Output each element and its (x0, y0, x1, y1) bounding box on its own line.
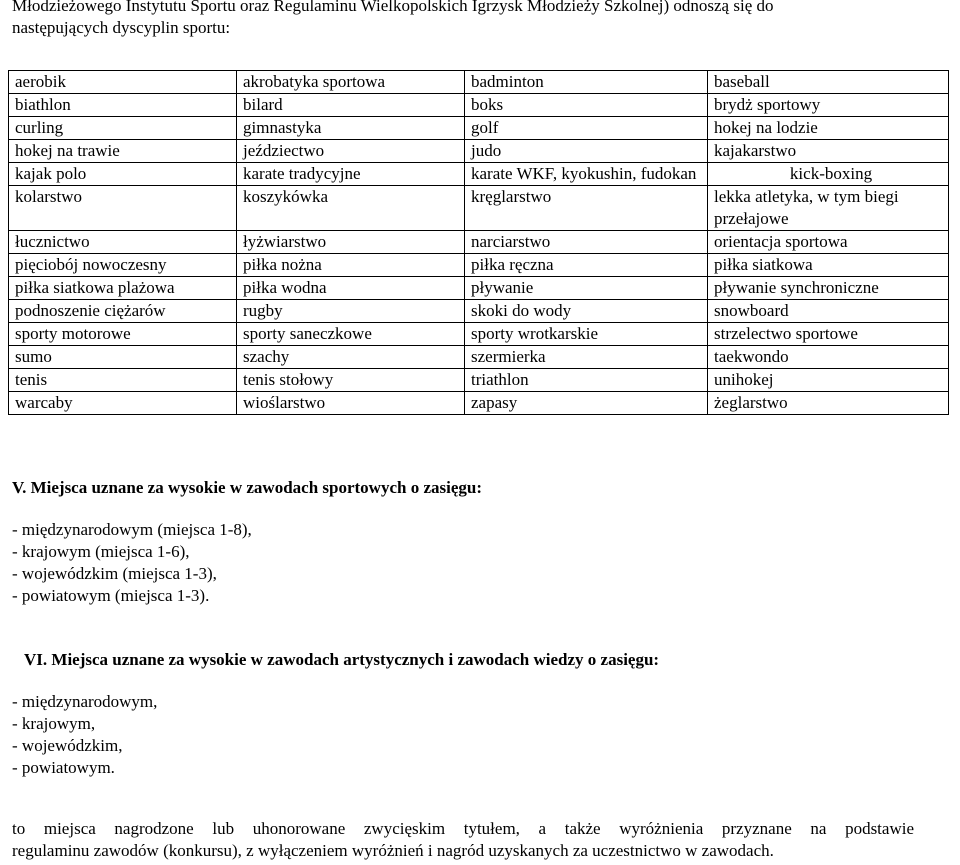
table-cell: snowboard (708, 300, 949, 323)
table-cell: piłka siatkowa plażowa (9, 277, 237, 300)
table-row (9, 140, 949, 163)
table-cell: sporty motorowe (9, 323, 237, 346)
list-item: - międzynarodowym, (12, 692, 158, 711)
table-cell: golf (465, 117, 708, 140)
table-row (9, 231, 949, 254)
table-cell: pływanie synchroniczne (708, 277, 949, 300)
table-cell: karate tradycyjne (237, 163, 465, 186)
table-row (9, 117, 949, 140)
table-cell: curling (9, 117, 237, 140)
section-vi-number: VI. (24, 650, 48, 669)
list-item: - wojewódzkim, (12, 736, 123, 755)
table-cell: piłka ręczna (465, 254, 708, 277)
table-cell: koszykówka (237, 186, 465, 231)
table-cell: brydż sportowy (708, 94, 949, 117)
table-cell: hokej na lodzie (708, 117, 949, 140)
table-cell: taekwondo (708, 346, 949, 369)
section-vi-heading (12, 650, 942, 670)
closing-paragraph (12, 818, 914, 862)
intro-line-2: następujących dyscyplin sportu: (12, 18, 231, 37)
table-cell: tenis (9, 369, 237, 392)
table-cell: orientacja sportowa (708, 231, 949, 254)
section-vi-title: Miejsca uznane za wysokie w zawodach artystycznych i zawodach wiedzy o zasięgu: (51, 650, 660, 669)
list-item: - międzynarodowym (miejsca 1-8), (12, 520, 252, 539)
table-cell: akrobatyka sportowa (237, 71, 465, 94)
table-row (9, 300, 949, 323)
table-cell: kolarstwo (9, 186, 237, 231)
table-cell: skoki do wody (465, 300, 708, 323)
table-cell: strzelectwo sportowe (708, 323, 949, 346)
table-cell: bilard (237, 94, 465, 117)
table-cell: triathlon (465, 369, 708, 392)
table-cell: unihokej (708, 369, 949, 392)
table-row (9, 163, 949, 186)
table-cell: judo (465, 140, 708, 163)
table-cell: zapasy (465, 392, 708, 415)
table-cell: baseball (708, 71, 949, 94)
list-item: - wojewódzkim (miejsca 1-3), (12, 564, 217, 583)
table-cell: łyżwiarstwo (237, 231, 465, 254)
list-item: - powiatowym (miejsca 1-3). (12, 586, 210, 605)
table-cell: kręglarstwo (465, 186, 708, 231)
table-cell: piłka siatkowa (708, 254, 949, 277)
table-cell: piłka nożna (237, 254, 465, 277)
table-cell: badminton (465, 71, 708, 94)
section-v-heading (12, 478, 942, 498)
table-cell: jeździectwo (237, 140, 465, 163)
closing-line-2: regulaminu zawodów (konkursu), z wyłączeniem wyróżnień i nagród uzyskanych za uczestnictwo w zawodach. (12, 841, 774, 860)
table-cell: sumo (9, 346, 237, 369)
table-cell: gimnastyka (237, 117, 465, 140)
table-cell: podnoszenie ciężarów (9, 300, 237, 323)
table-cell: kajakarstwo (708, 140, 949, 163)
section-vi (12, 650, 942, 779)
table-cell: sporty wrotkarskie (465, 323, 708, 346)
sports-table (8, 70, 949, 415)
table-cell: narciarstwo (465, 231, 708, 254)
table-cell: szachy (237, 346, 465, 369)
table-cell: kick-boxing (708, 163, 949, 186)
section-v (12, 478, 942, 607)
table-cell: wioślarstwo (237, 392, 465, 415)
table-cell: sporty saneczkowe (237, 323, 465, 346)
section-vi-list (12, 691, 942, 779)
table-cell: szermierka (465, 346, 708, 369)
table-row (9, 277, 949, 300)
table-row (9, 346, 949, 369)
table-cell: rugby (237, 300, 465, 323)
table-row (9, 71, 949, 94)
section-v-title: Miejsca uznane za wysokie w zawodach sportowych o zasięgu: (30, 478, 482, 497)
table-cell: tenis stołowy (237, 369, 465, 392)
list-item: - krajowym, (12, 714, 96, 733)
table-cell: boks (465, 94, 708, 117)
table-row (9, 186, 949, 231)
table-cell: kajak polo (9, 163, 237, 186)
closing-line-1: to miejsca nagrodzone lub uhonorowane zwycięskim tytułem, a także wyróżnienia przyznane na podstawie (12, 819, 914, 838)
section-v-number: V. (12, 478, 27, 497)
table-cell: pływanie (465, 277, 708, 300)
section-v-list (12, 519, 942, 607)
intro-line-1: Młodzieżowego Instytutu Sportu oraz Regulaminu Wielkopolskich Igrzysk Młodzieży Szkolnej) odnoszą się do (12, 0, 774, 15)
table-row (9, 369, 949, 392)
list-item: - powiatowym. (12, 758, 115, 777)
table-row (9, 254, 949, 277)
table-cell: łucznictwo (9, 231, 237, 254)
table-cell: biathlon (9, 94, 237, 117)
list-item: - krajowym (miejsca 1-6), (12, 542, 190, 561)
intro-paragraph (12, 0, 942, 39)
table-cell: pięciobój nowoczesny (9, 254, 237, 277)
sports-table-body (9, 71, 949, 415)
table-cell: hokej na trawie (9, 140, 237, 163)
table-cell: karate WKF, kyokushin, fudokan (465, 163, 708, 186)
table-cell: żeglarstwo (708, 392, 949, 415)
table-row (9, 392, 949, 415)
table-cell: warcaby (9, 392, 237, 415)
table-row (9, 94, 949, 117)
table-row (9, 323, 949, 346)
table-cell: piłka wodna (237, 277, 465, 300)
table-cell: aerobik (9, 71, 237, 94)
table-cell: lekka atletyka, w tym biegi przełajowe (708, 186, 949, 231)
